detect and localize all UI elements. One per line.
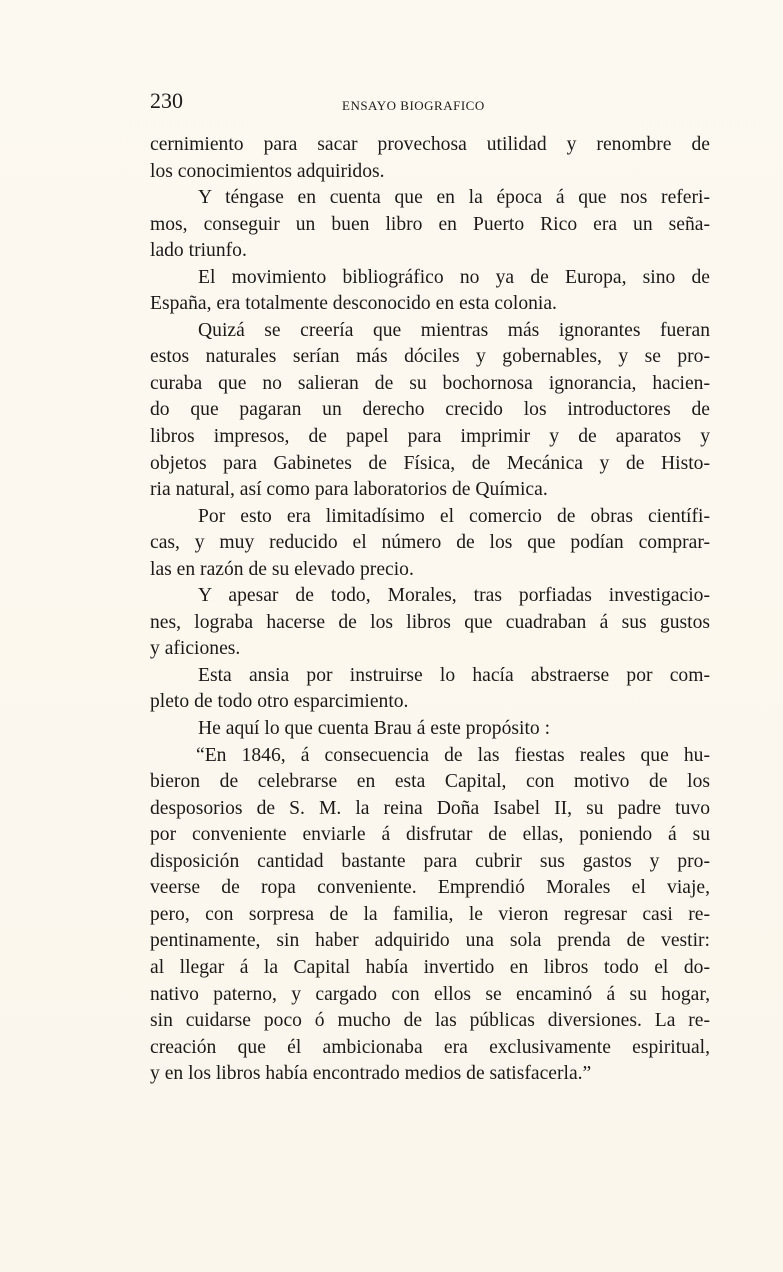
text-line: He aquí lo que cuenta Brau á este propósito : (198, 718, 551, 740)
text-line: nes, lograba hacerse de los libros que cuadraban á sus gustos (150, 611, 710, 633)
text-line: ria natural, así como para laboratorios de Química. (150, 479, 548, 501)
text-line: desposorios de S. M. la reina Doña Isabel II, su padre tuvo (150, 797, 710, 819)
text-line: lado triunfo. (150, 240, 247, 262)
text-line: curaba que no salieran de su bochornosa ignorancia, hacien- (150, 372, 710, 394)
text-line: cernimiento para sacar provechosa utilidad y renombre de (150, 134, 710, 155)
text-line: disposición cantidad bastante para cubrir sus gastos y pro- (150, 850, 710, 872)
text-line: pleto de todo otro esparcimiento. (150, 691, 409, 713)
text-line: los conocimientos adquiridos. (150, 160, 385, 182)
text-line: y en los libros había encontrado medios de satisfacerla.” (150, 1063, 592, 1085)
text-line: mos, conseguir un buen libro en Puerto Rico era un seña- (150, 213, 710, 235)
text-line: “En 1846, á consecuencia de las fiestas reales que hu- (196, 744, 710, 766)
text-line: veerse de ropa conveniente. Emprendió Morales el viaje, (150, 877, 710, 899)
text-line: nativo paterno, y cargado con ellos se encaminó á su hogar, (150, 983, 710, 1005)
text-line: do que pagaran un derecho crecido los introductores de (150, 399, 710, 421)
body-text (150, 132, 710, 1088)
text-line: sin cuidarse poco ó mucho de las públicas diversiones. La re- (150, 1010, 710, 1032)
text-line: al llegar á la Capital había invertido en libros todo el do- (150, 956, 710, 978)
text-line: las en razón de su elevado precio. (150, 558, 414, 580)
text-line: objetos para Gabinetes de Física, de Mecánica y de Histo- (150, 452, 710, 474)
text-line: pentinamente, sin haber adquirido una sola prenda de vestir: (150, 930, 710, 952)
text-line: estos naturales serían más dóciles y gobernables, y se pro- (150, 346, 710, 368)
text-line: libros impresos, de papel para imprimir y de aparatos y (150, 426, 710, 448)
text-line: Esta ansia por instruirse lo hacía abstraerse por com- (198, 664, 710, 686)
text-line: creación que él ambicionaba era exclusivamente espiritual, (150, 1036, 710, 1058)
text-line: cas, y muy reducido el número de los que podían comprar- (150, 532, 710, 554)
running-head (150, 88, 710, 118)
text-line: y aficiones. (150, 638, 241, 660)
running-title: ENSAYO BIOGRAFICO (342, 98, 485, 113)
text-line: Y téngase en cuenta que en la época á que nos referi- (198, 187, 710, 209)
text-line: pero, con sorpresa de la familia, le vieron regresar casi re- (150, 903, 710, 925)
text-line: El movimiento bibliográfico no ya de Europa, sino de (198, 266, 710, 288)
page-number: 230 (150, 88, 183, 113)
text-line: Por esto era limitadísimo el comercio de obras científi- (198, 505, 710, 527)
text-line: bieron de celebrarse en esta Capital, con motivo de los (150, 771, 710, 793)
text-line: España, era totalmente desconocido en esta colonia. (150, 293, 557, 315)
text-line: Quizá se creería que mientras más ignorantes fueran (198, 319, 710, 341)
text-line: Y apesar de todo, Morales, tras porfiadas investigacio- (198, 585, 710, 607)
text-line: por conveniente enviarle á disfrutar de ellas, poniendo á su (150, 824, 710, 846)
